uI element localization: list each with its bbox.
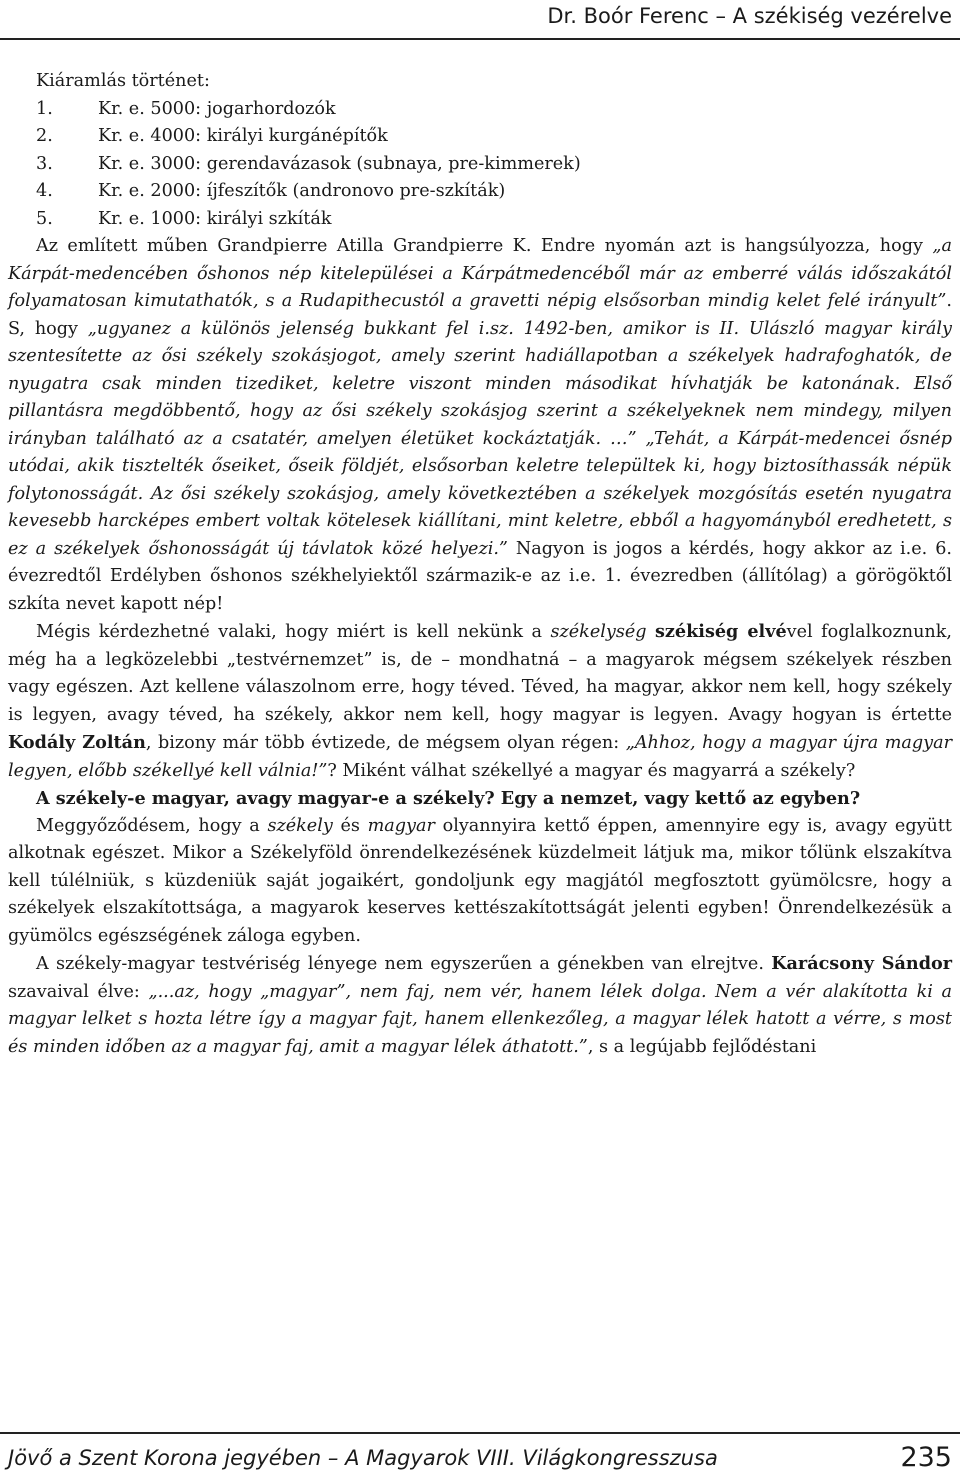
emphasis-szekiseg-elve: székiség elvé — [655, 621, 787, 642]
list-item-text: Kr. e. 1000: királyi szkíták — [98, 208, 332, 229]
text-run: és — [332, 815, 368, 836]
page-body — [8, 68, 952, 1061]
list-item — [36, 123, 952, 151]
list-item-text: Kr. e. 5000: jogarhordozók — [98, 98, 336, 119]
list-item-text: Kr. e. 3000: gerendavázasok (subnaya, pre-kimmerek) — [98, 153, 581, 174]
list-item-number: 5. — [36, 208, 53, 229]
intro-block — [8, 68, 952, 233]
text-run: szavaival élve: — [8, 981, 149, 1002]
page-header — [0, 0, 960, 40]
page-number: 235 — [900, 1442, 952, 1473]
emphasis-szekely: székely — [267, 815, 333, 836]
quote-karacsony: „...az, hogy „magyar”, nem faj, nem vér, hanem lélek dolga. Nem a vér alakította ki a magyar lelket s hozta létre így a magyar fajt, hanem ellenkezőleg, a magyar lélek hatott a vérre, s most és minden időben az a magyar faj, amit a magyar lélek áthatott.” — [8, 981, 952, 1057]
list-item-text: Kr. e. 4000: királyi kurgánépítők — [98, 126, 388, 146]
quote-kiteleplesek: „a Kárpát-medencében őshonos nép kitelepülései a Kárpátmedencéből már az emberré válás időszakától folyamatosan kimutathatók, s a Rudapithecustól a gravetti népig elsősorban mindig kelet felé irányult” — [8, 236, 952, 311]
quote-szokasjog: „ugyanez a különös jelenség bukkant fel i.sz. 1492-ben, amikor is II. Ulászló magyar király szentesítette az ősi székely szokásjogot, amely szerint hadiállapotban a székelyek hadrafoghatók, de nyugatra csak minden tizediket, keletre viszont minden másodikat hívhatják be katonának. Első pillantásra megdöbbentő, hogy az ősi székely szokásjog szerint a székelyeknek nem mindegy, milyen irányban található az a csatatér, amelyen életüket kockáztatják. …” „Tehát, a Kárpát-medencei ősnép utódai, akik tisztelték őseiket, őseik földjét, elsősorban keletre települtek ki, hogy biztosíthassák népük folytonosságát. Az ősi székely szokásjog, amely következtében a székelyek mozgósítás esetén nyugatra kevesebb harcképes embert voltak kötelesek kiállítani, mint keletre, ebből a hagyományból eredhetett, s ez a székelyek őshonosságát új távlatok közé helyezi.” — [8, 318, 952, 559]
header-rule — [0, 38, 960, 40]
emphasis-magyar: magyar — [367, 815, 435, 836]
page-footer — [0, 1432, 960, 1483]
list-item-number: 2. — [36, 126, 53, 146]
text-run: vel foglalkoznunk, még ha a legközelebbi „testvérnemzet” is, de – mondhatná – a magyarok mégsem székelyek részben vagy egészen. Azt kellene válaszolnom erre, hogy téved. Téved, ha magyar, akkor nem kell, hogy székely is legyen, avagy téved, ha székely, akkor nem kell, hogy magyar is legyen. Avagy hogyan is értette — [8, 622, 952, 725]
list-item-number: 1. — [36, 98, 53, 119]
text-run: ? Miként válhat székellyé a magyar és magyarrá a székely? — [327, 760, 856, 781]
text-run: A székely-magyar testvériség lényege nem egyszerűen a génekben van elrejtve. — [36, 954, 772, 974]
name-kodaly-zoltan: Kodály Zoltán — [8, 732, 146, 753]
list-item — [36, 178, 952, 206]
quote-kodaly: „Ahhoz, hogy a magyar újra magyar legyen, előbb székellyé kell válnia!” — [8, 733, 953, 781]
list-item — [36, 96, 952, 124]
paragraph-question: A székely-e magyar, avagy magyar-e a székely? Egy a nemzet, vagy kettő az egyben? — [36, 788, 861, 809]
list-item-number: 3. — [36, 153, 53, 174]
paragraph-grandpierre — [8, 233, 952, 618]
list-item — [36, 151, 952, 179]
text-run: . S, hogy — [8, 291, 952, 339]
intro-label: Kiáramlás történet: — [36, 71, 210, 91]
text-run: Nagyon is jogos a kérdés, hogy akkor az i.e. 6. évezredtől Erdélyben őshonos székhelyiektől származik-e az i.e. 1. évezredben (állítólag) a görögöktől szkíta nevet kapott nép! — [8, 538, 952, 614]
text-run: , s a legújabb fejlődéstani — [587, 1036, 817, 1057]
intro-list — [36, 96, 952, 234]
footer-rule — [0, 1432, 960, 1434]
running-header: Dr. Boór Ferenc – A székiség vezérelve — [547, 4, 952, 28]
list-item — [36, 206, 952, 234]
text-run — [647, 622, 655, 642]
running-footer: Jövő a Szent Korona jegyében – A Magyarok VIII. Világkongresszusa — [8, 1446, 718, 1470]
paragraph-szekiseg — [8, 618, 952, 785]
emphasis-szekelyseg: székelység — [550, 622, 647, 642]
list-item-text: Kr. e. 2000: íjfeszítők (andronovo pre-szkíták) — [98, 181, 506, 201]
list-item-number: 4. — [36, 181, 53, 201]
text-run: Mégis kérdezhetné valaki, hogy miért is kell nekünk a — [36, 622, 551, 642]
name-karacsony-sandor: Karácsony Sándor — [771, 953, 952, 974]
paragraph-testveriseg — [8, 950, 952, 1061]
text-run: Meggyőződésem, hogy a — [36, 815, 268, 836]
paragraph-meggyozodes — [8, 813, 952, 951]
text-run: olyannyira kettő éppen, amennyire egy is, avagy együtt alkotnak egészet. Mikor a Székelyföld önrendelkezésének küzdelmeit látjuk ma, mikor tőlünk elszakítva kell túlélniük, s küzdeniük saját jogaikért, gondoljunk egy magjától megfosztott gyümölcsre, hogy a székelyek elszakítottsága, a magyarok keserves kettészakítottságát jelenti egyben! Önrendelkezésük a gyümölcs egészségének záloga egyben. — [8, 815, 952, 946]
text-run: , bizony már több évtizede, de mégsem olyan régen: — [145, 733, 626, 753]
text-run: Az említett műben Grandpierre Atilla Grandpierre K. Endre nyomán azt is hangsúlyozza, hogy — [36, 236, 933, 256]
